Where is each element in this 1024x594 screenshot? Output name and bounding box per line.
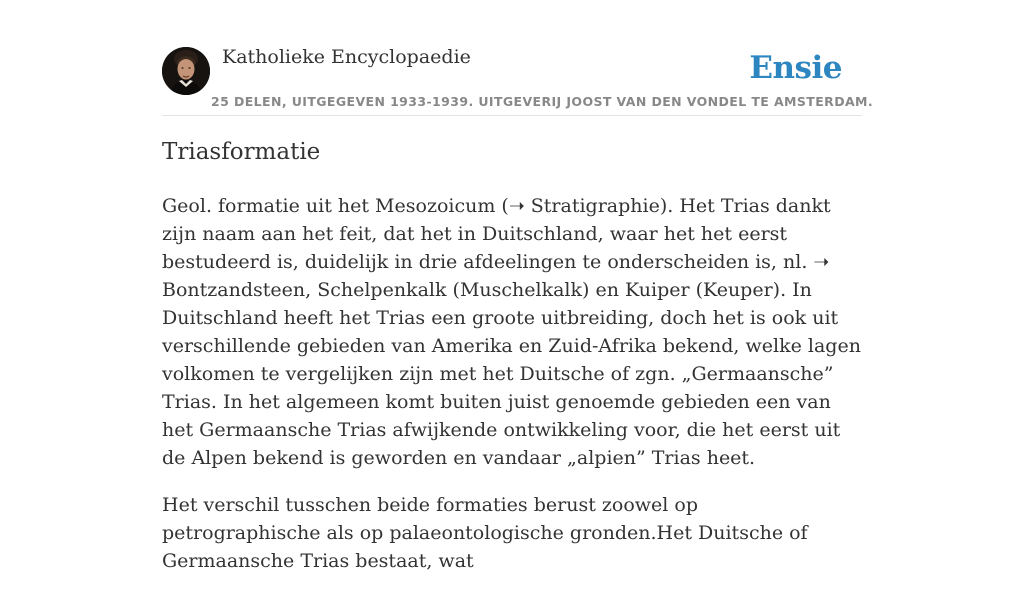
portrait-icon <box>162 47 210 95</box>
publication-subtitle: 25 DELEN, UITGEGEVEN 1933-1939. UITGEVERIJ JOOST VAN DEN VONDEL TE AMSTERDAM. <box>211 94 874 109</box>
article-body <box>162 192 862 594</box>
ensie-logo[interactable]: Ensie <box>749 50 842 86</box>
publication-title[interactable]: Katholieke Encyclopaedie <box>222 46 471 68</box>
article-title: Triasformatie <box>162 139 321 165</box>
publication-avatar[interactable] <box>162 47 210 95</box>
article-paragraph: Geol. formatie uit het Mesozoicum (➝ Stratigraphie). Het Trias dankt zijn naam aan het feit, dat het in Duitschland, waar het het eerst bestudeerd is, duidelijk in drie afdeelingen te onderscheiden is, nl. ➝ Bontzandsteen, Schelpenkalk (Muschelkalk) en Kuiper (Keuper). In Duitschland heeft het Trias een groote uitbreiding, doch het is ook uit verschillende gebieden van Amerika en Zuid-Afrika bekend, welke lagen volkomen te vergelijken zijn met het Duitsche of zgn. „Germaansche” Trias. In het algemeen komt buiten juist genoemde gebieden een van het Germaansche Trias afwijkende ontwikkeling voor, die het eerst uit de Alpen bekend is geworden en vandaar „alpien” Trias heet. <box>162 195 861 469</box>
header-divider <box>162 115 862 116</box>
article-paragraph: Het verschil tusschen beide formaties berust zoowel op petrographische als op palaeontologische gronden.Het Duitsche of Germaansche Trias bestaat, wat <box>162 494 808 572</box>
